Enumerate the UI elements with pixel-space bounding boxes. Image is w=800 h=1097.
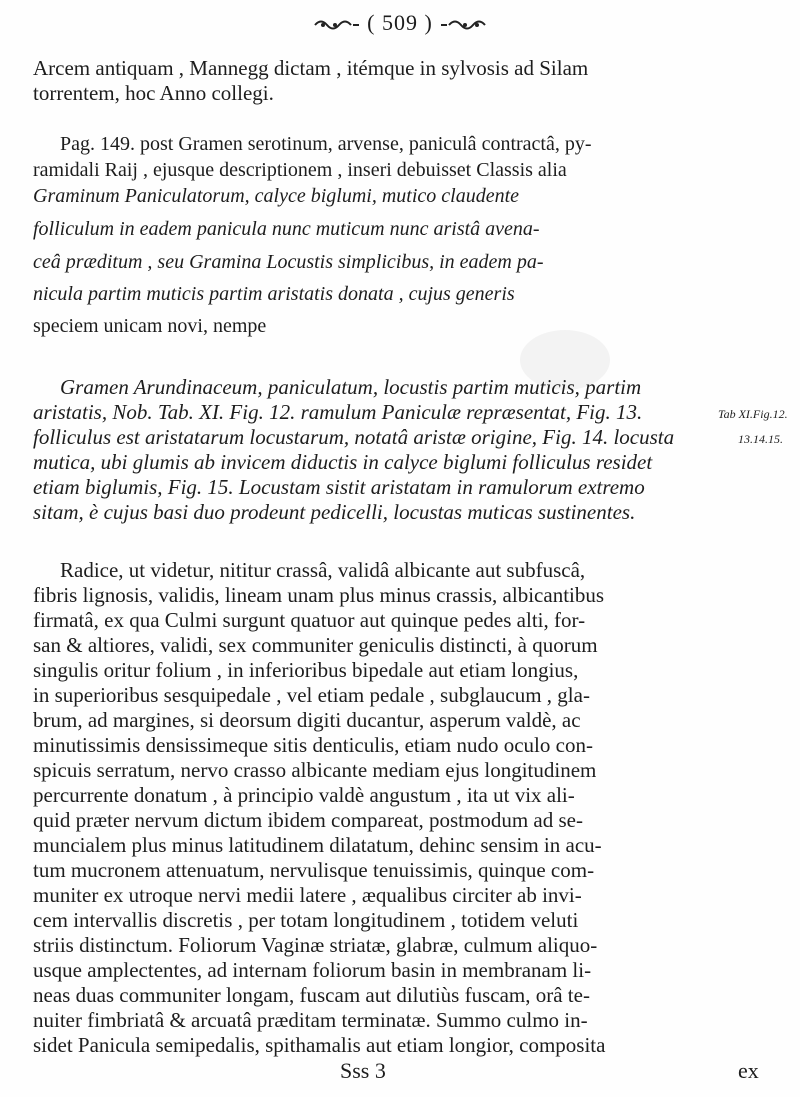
text-line: muncialem plus minus latitudinem dilatatum, dehinc sensim in acu- — [33, 833, 602, 857]
text-line: Graminum Paniculatorum, calyce biglumi, mutico claudente — [33, 185, 520, 207]
page-header — [0, 10, 800, 36]
text-line: aristatis, Nob. Tab. XI. Fig. 12. ramulum Paniculæ repræsentat, Fig. 13. — [33, 400, 643, 424]
text-line: ceâ præditum , seu Gramina Locustis simplicibus, in eadem pa- — [33, 251, 544, 273]
text-line: Arcem antiquam , Mannegg dictam , itémque in sylvosis ad Silam — [33, 56, 589, 80]
text-line: muniter ex utroque nervi medii latere , æqualibus circiter ab invi- — [33, 883, 582, 907]
text-line: minutissimis densissimeque sitis denticulis, etiam nudo oculo con- — [33, 733, 593, 757]
text-line: sitam, è cujus basi duo prodeunt pedicelli, locustas muticas sustinentes. — [33, 500, 636, 524]
text-line: cem intervallis discretis , per totam longitudinem , totidem veluti — [33, 908, 579, 932]
text-line: quid præter nervum dictum ibidem compareat, postmodum ad se- — [33, 808, 583, 832]
text-line: tum mucronem attenuatum, nervulisque tenuissimis, quinque com- — [33, 858, 595, 882]
text-line: ramidali Raij , ejusque descriptionem , inseri debuisset Classis alia — [33, 159, 567, 181]
text-line: Radice, ut videtur, nititur crassâ, validâ albicante aut subfuscâ, — [60, 558, 586, 582]
text-line: striis distinctum. Foliorum Vaginæ striatæ, glabræ, culmum aliquo- — [33, 933, 598, 957]
text-line: mutica, ubi glumis ab invicem diductis in calyce biglumi folliculus residet — [33, 450, 653, 474]
text-line: san & altiores, validi, sex communiter geniculis distincti, à quorum — [33, 633, 598, 657]
species-title-line: Gramen Arundinaceum, paniculatum, locustis partim muticis, partim — [60, 375, 642, 399]
text-line: firmatâ, ex qua Culmi surgunt quatuor aut quinque pedes alti, for- — [33, 608, 586, 632]
text-line: etiam biglumis, Fig. 15. Locustam sistit aristatam in ramulorum extremo — [33, 475, 645, 499]
text-line: singulis oritur folium , in inferioribus bipedale aut etiam longius, — [33, 658, 579, 682]
text-line: speciem unicam novi, nempe — [33, 315, 267, 337]
text-line: in superioribus sesquipedale , vel etiam pedale , subglaucum , gla- — [33, 683, 590, 707]
left-ornament-icon — [313, 17, 361, 33]
page-number: ( 509 ) — [367, 10, 433, 35]
text-line: nicula partim muticis partim aristatis donata , cujus generis — [33, 283, 515, 305]
margin-note: 13.14.15. — [738, 432, 783, 446]
text-line: spicuis serratum, nervo crasso albicante mediam ejus longitudinem — [33, 758, 597, 782]
text-line: Pag. 149. post Gramen serotinum, arvense, paniculâ contractâ, py- — [60, 133, 592, 155]
text-line: torrentem, hoc Anno collegi. — [33, 81, 274, 105]
text-line: folliculum in eadem panicula nunc muticum nunc aristâ avena- — [33, 218, 540, 240]
text-line: nuiter fimbriatâ & arcuatâ præditam terminatæ. Summo culmo in- — [33, 1008, 588, 1032]
text-line: percurrente donatum , à principio valdè angustum , ita ut vix ali- — [33, 783, 575, 807]
text-line: usque amplectentes, ad internam foliorum basin in membranam li- — [33, 958, 592, 982]
right-ornament-icon — [439, 17, 487, 33]
text-line: fibris lignosis, validis, lineam unam plus minus crassis, albicantibus — [33, 583, 605, 607]
text-line: sidet Panicula semipedalis, spithamalis aut etiam longior, composita — [33, 1033, 606, 1057]
text-line: neas duas communiter longam, fuscam aut dilutiùs fuscam, orâ te- — [33, 983, 590, 1007]
margin-note: Tab XI.Fig.12. — [718, 407, 788, 421]
signature-mark: Sss 3 — [340, 1058, 386, 1083]
text-line: brum, ad margines, si deorsum digiti ducantur, asperum valdè, ac — [33, 708, 581, 732]
text-line: folliculus est aristatarum locustarum, notatâ aristæ origine, Fig. 14. locusta — [33, 425, 675, 449]
catchword: ex — [738, 1058, 759, 1083]
